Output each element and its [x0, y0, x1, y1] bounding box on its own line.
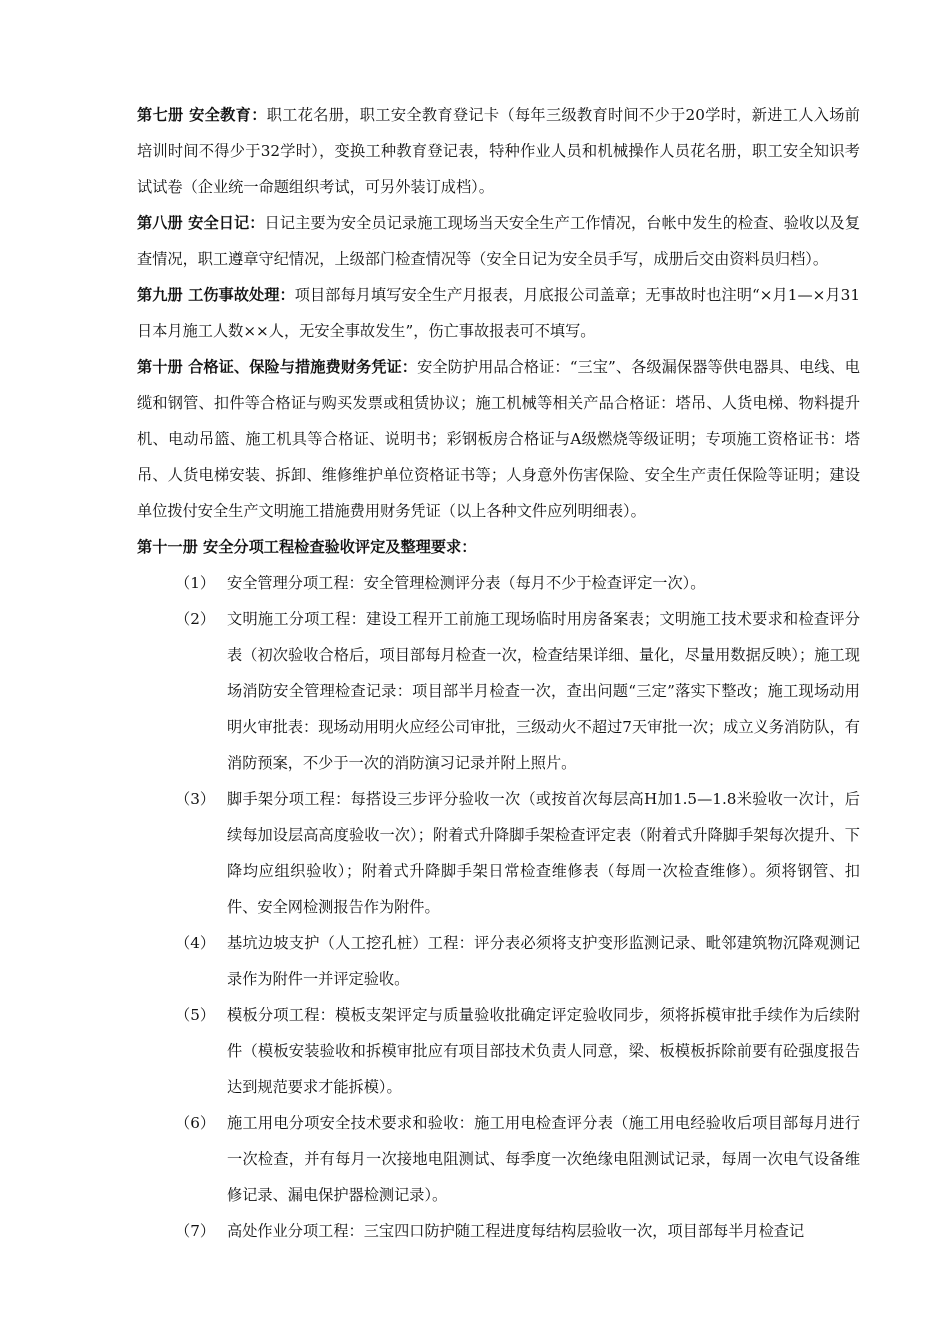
section-8-body: 日记主要为安全员记录施工现场当天安全生产工作情况，台帐中发生的检查、验收以及复查情况，职工遵章守纪情况，上级部门检查情况等（安全日记为安全员手写，成册后交由资料员归档）。 — [137, 214, 861, 268]
list-item-text: 文明施工分项工程：建设工程开工前施工现场临时用房备案表；文明施工技术要求和检查评分表（初次验收合格后，项目部每月检查一次，检查结果详细、量化，尽量用数据反映）；施工现场消防安全管理检查记录：项目部半月检查一次，查出问题“三定”落实下整改；施工现场动用明火审批表：现场动用明火应经公司审批，三级动火不超过7天审批一次；成立义务消防队，有消防预案，不少于一次的消防演习记录并附上照片。 — [227, 610, 860, 772]
list-item-text: 施工用电分项安全技术要求和验收：施工用电检查评分表（施工用电经验收后项目部每月进行一次检查，并有每月一次接地电阻测试、每季度一次绝缘电阻测试记录，每周一次电气设备维修记录、漏电保护器检测记录）。 — [227, 1114, 860, 1204]
list-item-text: 模板分项工程：模板支架评定与质量验收批确定评定验收同步，须将拆模审批手续作为后续附件（模板安装验收和拆模审批应有项目部技术负责人同意，梁、板模板拆除前要有砼强度报告达到规范要求才能拆模）。 — [227, 1006, 860, 1096]
section-7 — [137, 97, 860, 205]
list-item — [137, 1105, 860, 1213]
section-8-heading: 第八册 安全日记： — [137, 214, 265, 232]
list-item-text: 安全管理分项工程：安全管理检测评分表（每月不少于检查评定一次）。 — [227, 574, 706, 592]
section-10-heading: 第十册 合格证、保险与措施费财务凭证： — [137, 358, 418, 376]
section-10 — [137, 349, 860, 529]
section-9-body: 项目部每月填写安全生产月报表，月底报公司盖章；无事故时也注明“×月1—×月31日本月施工人数××人，无安全事故发生”，伤亡事故报表可不填写。 — [137, 286, 860, 340]
list-item — [137, 997, 860, 1105]
list-item-text: 基坑边坡支护（人工挖孔桩）工程：评分表必须将支护变形监测记录、毗邻建筑物沉降观测记录作为附件一并评定验收。 — [227, 934, 860, 988]
section-8 — [137, 205, 860, 277]
list-item-number: （3） — [175, 790, 216, 808]
list-item-text: 脚手架分项工程：每搭设三步评分验收一次（或按首次每层高H加1.5—1.8米验收一次计，后续每加设层高高度验收一次）；附着式升降脚手架检查评定表（附着式升降脚手架每次提升、下降均应组织验收）；附着式升降脚手架日常检查维修表（每周一次检查维修）。须将钢管、扣件、安全网检测报告作为附件。 — [227, 790, 860, 916]
list-item-number: （5） — [175, 1006, 216, 1024]
list-item — [137, 601, 860, 781]
section-11 — [137, 529, 860, 565]
section-9 — [137, 277, 860, 349]
list-item-number: （7） — [175, 1222, 216, 1240]
list-item — [137, 565, 860, 601]
section-7-heading: 第七册 安全教育： — [137, 106, 267, 124]
list-item-number: （4） — [175, 934, 216, 952]
list-item-text: 高处作业分项工程：三宝四口防护随工程进度每结构层验收一次，项目部每半月检查记 — [227, 1222, 805, 1240]
section-11-heading: 第十一册 安全分项工程检查验收评定及整理要求： — [137, 538, 477, 556]
section-10-body: 安全防护用品合格证：“三宝”、各级漏保器等供电器具、电线、电缆和钢管、扣件等合格证与购买发票或租赁协议；施工机械等相关产品合格证：塔吊、人货电梯、物料提升机、电动吊篮、施工机具等合格证、说明书；彩钢板房合格证与A级燃烧等级证明；专项施工资格证书：塔吊、人货电梯安装、拆卸、维修维护单位资格证书等；人身意外伤害保险、安全生产责任保险等证明；建设单位拨付安全生产文明施工措施费用财务凭证（以上各种文件应列明细表）。 — [137, 358, 860, 520]
document-body — [137, 97, 860, 1249]
section-7-body: 职工花名册，职工安全教育登记卡（每年三级教育时间不少于20学时，新进工人入场前培训时间不得少于32学时），变换工种教育登记表，特种作业人员和机械操作人员花名册，职工安全知识考试试卷（企业统一命题组织考试，可另外装订成档）。 — [137, 106, 860, 196]
list-item — [137, 781, 860, 925]
list-item-number: （1） — [175, 574, 216, 592]
list-item-number: （2） — [175, 610, 216, 628]
list-item-number: （6） — [175, 1114, 216, 1132]
list-item — [137, 925, 860, 997]
list-item — [137, 1213, 860, 1249]
section-9-heading: 第九册 工伤事故处理： — [137, 286, 295, 304]
